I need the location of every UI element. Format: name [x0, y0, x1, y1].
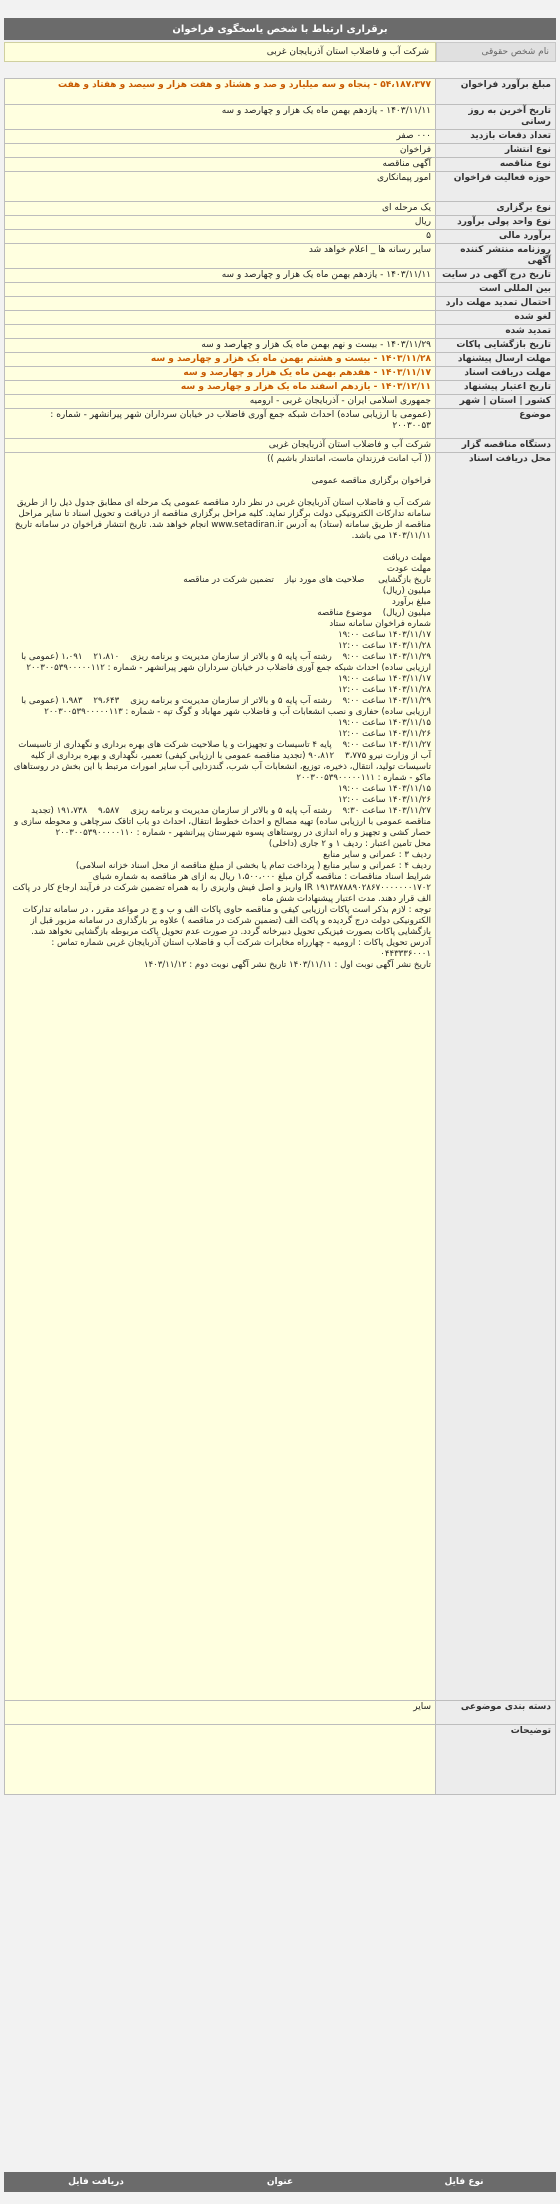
info-row: [5, 1725, 556, 1795]
row-label: نوع واحد پولی برآورد: [436, 216, 556, 230]
contact-row: [4, 42, 556, 62]
row-value: یک مرحله ای: [5, 202, 436, 216]
row-label: احتمال تمدید مهلت دارد: [436, 297, 556, 311]
row-label: تمدید شده: [436, 325, 556, 339]
row-label: برآورد مالی: [436, 230, 556, 244]
contact-label: نام شخص حقوقی: [436, 42, 556, 62]
row-value: سایر: [5, 1701, 436, 1725]
row-value: [5, 325, 436, 339]
row-label: نوع انتشار: [436, 144, 556, 158]
row-value: امور پیمانکاری: [5, 172, 436, 202]
announcement-text: (( آب امانت فرزندان ماست، امانتدار باشیم )) فراخوان برگزاری مناقصه عمومی شرکت آب و فاضلاب استان آذربایجان غربی در نظر دارد مناقصه عمومی یک مرحله ای مطابق جدول ذیل را از طریق سامانه تدارکات الکترونیکی دولت برگزار نماید. کلیه مراحل برگزاری مناقصه از دریافت و تحویل اسناد تا سایر مراحل مناقصه از طریق سامانه (ستاد) به آدرس www.setadiran.ir انجام خواهد شد. تاریخ انتشار فراخوان در سامانه تاریخ ۱۴۰۳/۱۱/۱۱ می باشد. مهلت دریافت مهلت عودت تاریخ بازگشایی صلاحیت های مورد نیاز تضمین شرکت در مناقصه میلیون (ریال) مبلغ برآورد میلیون (ریال) موضوع مناقصه شماره فراخوان سامانه ستاد ۱۴۰۳/۱۱/۱۷ ساعت ۱۹:۰۰ ۱۴۰۳/۱۱/۲۸ ساعت ۱۲:۰۰ ۱۴۰۳/۱۱/۲۹ ساعت ۹:۰۰ رشته آب پایه ۵ و بالاتر از سازمان مدیریت و برنامه ریزی ۲۱،۸۱۰ ۱،۰۹۱ (عمومی با ارزیابی ساده) احداث شبکه جمع آوری فاضلاب در خیابان سرداران شهر پیرانشهر - شماره : ۲۰۰۳۰۰۵۳۹۰۰۰۰۰۱۱۲ ۱۴۰۳/۱۱/۱۷ ساعت ۱۹:۰۰ ۱۴۰۳/۱۱/۲۸ ساعت ۱۲:۰۰ ۱۴۰۳/۱۱/۲۹ ساعت ۹:۰۰ رشته آب پایه ۵ و بالاتر از سازمان مدیریت و برنامه ریزی ۲۹،۶۴۳ ۱،۹۸۳ (عمومی با ارزیابی ساده) حفاری و نصب انشعابات آب و فاضلاب شهر مهاباد و گوگ تپه - شماره : ۲۰۰۳۰۰۵۳۹۰۰۰۰۰۱۱۳ ۱۴۰۳/۱۱/۱۵ ساعت ۱۹:۰۰ ۱۴۰۳/۱۱/۲۶ ساعت ۱۲:۰۰ ۱۴۰۳/۱۱/۲۷ ساعت ۹:۰۰ پایه ۴ تاسیسات و تجهیزات و یا صلاحیت شرکت های بهره برداری و نگهداری از تاسیسات آب از وزارت نیرو ۳،۷۷۵ ۹۰،۸۱۲ (تجدید مناقصه عمومی با ارزیابی کیفی) تعمیر، نگهداری و بهره برداری از کلیه تاسیسات تولید، انتقال، ذخیره، توزیع، انشعابات آب شرب، گندزدایی آب سایر امورات مرتبط با این بخش در روستاهای ماکو - شماره : ۲۰۰۳۰۰۵۳۹۰۰۰۰۰۱۱۱ ۱۴۰۳/۱۱/۱۵ ساعت ۱۹:۰۰ ۱۴۰۳/۱۱/۲۶ ساعت ۱۲:۰۰ ۱۴۰۳/۱۱/۲۷ ساعت ۹:۳۰ رشته آب پایه ۵ و بالاتر از سازمان مدیریت و برنامه ریزی ۹،۵۸۷ ۱۹۱،۷۳۸ (تجدید مناقصه عمومی با ارزیابی ساده) تهیه مصالح و احداث خطوط انتقال، احداث دو باب اتاقک سرچاهی و محوطه سازی و حصار کشی و تجهیز و راه اندازی در روستاهای پسوه شهرستان پیرانشهر - شماره : ۲۰۰۳۰۰۵۳۹۰۰۰۰۰۱۱۰ محل تامین اعتبار : ردیف ۱ و ۲ جاری (داخلی) ردیف ۳ : عمرانی و سایر منابع ردیف ۴ : عمرانی و سایر منابع ( پرداخت تمام یا بخشی از مبلغ مناقصه از محل اسناد خزانه اسلامی) شرایط اسناد مناقصات : مناقصه گران مبلغ ۱،۵۰۰،۰۰۰ ریال به ازای هر مناقصه به شماره شبای ۱۹۱۳۸۷۸۸۹۰۲۸۶۷۰۰۰۰۰۰۰۱۷۰۲ IR واریز و اصل فیش واریزی را به همراه تضمین شرکت در فرآیند ارجاع کار در پاکت الف قرار دهند. مدت اعتبار پیشنهادات شش ماه توجه : لازم بذکر است پاکات ارزیابی کیفی و مناقصه حاوی پاکات الف و ب و ج در مواعد مقرر ، در سامانه تدارکات الکترونیکی دولت درج گردیده و پاکت الف (تضمین شرکت در مناقصه ) علاوه بر بارگذاری در سامانه مزبور قبل از بازگشایی پاکات بصورت فیزیکی تحویل دبیرخانه گردد. در صورت عدم تحویل پاکت مربوطه بازگشایی نخواهد شد. آدرس تحویل پاکات : ارومیه - چهارراه مخابرات شرکت آب و فاضلاب استان آذربایجان غربی شماره تماس : ۰۴۴۳۳۳۶۰۰۰۱ تاریخ نشر آگهی نوبت اول : ۱۴۰۳/۱۱/۱۱ تاریخ نشر آگهی نوبت دوم : ۱۴۰۳/۱۱/۱۲: [5, 453, 436, 1701]
row-value: جمهوری اسلامی ایران - آذربایجان غربی - ارومیه: [5, 395, 436, 409]
info-row: [5, 439, 556, 453]
info-row: [5, 216, 556, 230]
row-value: ۱۴۰۳/۱۱/۲۸ - بیست و هشتم بهمن ماه یک هزار و چهارصد و سه: [5, 353, 436, 367]
row-value: (عمومی با ارزیابی ساده) احداث شبکه جمع آوری فاضلاب در خیابان سرداران شهر پیرانشهر - شماره : ۲۰۰۳۰۰۵۳: [5, 409, 436, 439]
tender-info-table: [4, 78, 556, 1795]
row-value: [5, 311, 436, 325]
file-title-header: عنوان: [266, 2177, 294, 2187]
row-label: لغو شده: [436, 311, 556, 325]
info-row: [5, 1701, 556, 1725]
info-row: [5, 202, 556, 216]
info-row: [5, 353, 556, 367]
info-row: [5, 144, 556, 158]
row-label: تاریخ بازگشایی پاکات: [436, 339, 556, 353]
announcement-label: محل دریافت اسناد: [436, 453, 556, 1701]
row-label: مهلت ارسال پیشنهاد: [436, 353, 556, 367]
row-label: تاریخ آخرین به روز رسانی: [436, 105, 556, 130]
info-row: [5, 367, 556, 381]
row-value: سایر رسانه ها _ اعلام خواهد شد: [5, 244, 436, 269]
row-value: آگهی مناقصه: [5, 158, 436, 172]
row-label: دستگاه مناقصه گزار: [436, 439, 556, 453]
row-label: روزنامه منتشر کننده آگهی: [436, 244, 556, 269]
row-value: ۱۴۰۳/۱۱/۱۱ - یازدهم بهمن ماه یک هزار و چهارصد و سه: [5, 105, 436, 130]
info-row: [5, 339, 556, 353]
row-label: تاریخ اعتبار پیشنهاد: [436, 381, 556, 395]
row-label: موضوع: [436, 409, 556, 439]
file-type-header: نوع فایل: [444, 2177, 484, 2187]
info-row: [5, 297, 556, 311]
row-value: فراخوان: [5, 144, 436, 158]
contact-value: شرکت آب و فاضلاب استان آذربایجان غربی: [4, 42, 436, 62]
info-row: [5, 158, 556, 172]
row-value: [5, 297, 436, 311]
row-label: نوع مناقصه: [436, 158, 556, 172]
info-row: [5, 395, 556, 409]
files-table-header: [4, 2172, 556, 2192]
row-label: دسته بندی موضوعی: [436, 1701, 556, 1725]
row-value: [5, 283, 436, 297]
row-label: توضیحات: [436, 1725, 556, 1795]
info-row: [5, 269, 556, 283]
info-row: [5, 244, 556, 269]
announcement-row: [5, 453, 556, 1701]
row-label: کشور | استان | شهر: [436, 395, 556, 409]
info-row: [5, 311, 556, 325]
info-row: [5, 409, 556, 439]
info-row: [5, 325, 556, 339]
row-label: مهلت دریافت اسناد: [436, 367, 556, 381]
row-value: ۱۴۰۳/۱۱/۱۱ - یازدهم بهمن ماه یک هزار و چهارصد و سه: [5, 269, 436, 283]
info-row: [5, 105, 556, 130]
row-label: تاریخ درج آگهی در سایت: [436, 269, 556, 283]
row-label: حوزه فعالیت فراخوان: [436, 172, 556, 202]
info-row: [5, 230, 556, 244]
info-row: [5, 79, 556, 105]
section-header: برقراری ارتباط با شخص یاسخگوی فراخوان: [4, 18, 556, 40]
file-download-header: دریافت فایل: [68, 2177, 124, 2187]
row-value: ۵: [5, 230, 436, 244]
row-label: مبلغ برآورد فراخوان: [436, 79, 556, 105]
row-value: شرکت آب و فاضلاب استان آذربایجان غربی: [5, 439, 436, 453]
info-row: [5, 381, 556, 395]
row-label: بین المللی است: [436, 283, 556, 297]
info-row: [5, 130, 556, 144]
info-row: [5, 283, 556, 297]
row-value: ۱۴۰۳/۱۱/۲۹ - بیست و نهم بهمن ماه یک هزار و چهارصد و سه: [5, 339, 436, 353]
row-label: تعداد دفعات بازدید: [436, 130, 556, 144]
row-value: ۵۴،۱۸۷،۳۷۷ - پنجاه و سه میلیارد و صد و هشتاد و هفت هزار و سیصد و هفتاد و هفت: [5, 79, 436, 105]
row-label: نوع برگزاری: [436, 202, 556, 216]
row-value: ۰۰۰ صفر: [5, 130, 436, 144]
row-value: ۱۴۰۳/۱۱/۱۷ - هفدهم بهمن ماه یک هزار و چهارصد و سه: [5, 367, 436, 381]
info-row: [5, 172, 556, 202]
row-value: ریال: [5, 216, 436, 230]
row-value: ۱۴۰۳/۱۲/۱۱ - یازدهم اسفند ماه یک هزار و چهارصد و سه: [5, 381, 436, 395]
row-value: [5, 1725, 436, 1795]
